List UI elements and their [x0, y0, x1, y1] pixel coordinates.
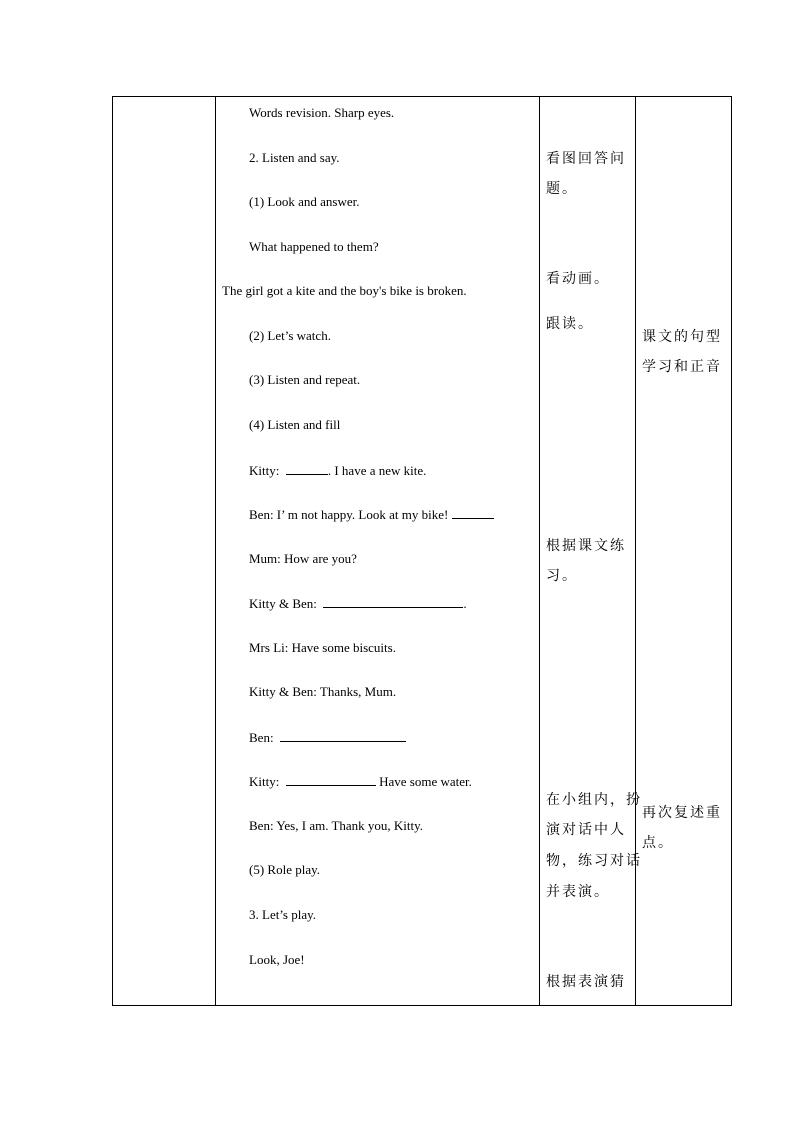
step-line: (1) Look and answer.	[249, 194, 360, 209]
activity-text: 看图回答问	[546, 151, 626, 167]
activity-text: 在小组内，扮	[546, 792, 642, 808]
speaker-label: Ben:	[249, 730, 274, 745]
activity-text: 根据表演猜	[546, 974, 626, 990]
fill-blank	[280, 729, 406, 742]
dialogue-line	[249, 773, 472, 790]
dialogue-text: . I have a new kite.	[327, 463, 427, 478]
step-line: (2) Let’s watch.	[249, 328, 331, 343]
dialogue-line	[249, 506, 494, 523]
stage-cell	[113, 97, 215, 1005]
step-line: 3. Let’s play.	[249, 907, 317, 922]
dialogue-line: Kitty & Ben: Thanks, Mum.	[249, 684, 397, 699]
fill-blank	[286, 462, 328, 475]
student-activity-cell	[540, 97, 642, 1005]
lesson-plan-table	[112, 96, 732, 1006]
activity-text: 并表演。	[546, 884, 610, 900]
step-line: (5) Role play.	[249, 862, 320, 877]
activity-text: 根据课文练	[546, 538, 626, 554]
activity-text: 看动画。	[546, 271, 610, 287]
fill-blank	[286, 773, 376, 786]
teaching-process-cell	[216, 97, 539, 1005]
step-line: (4) Listen and fill	[249, 417, 341, 432]
activity-text: 跟读。	[546, 316, 594, 332]
dialogue-line	[249, 729, 406, 746]
activity-text: 演对话中人	[546, 822, 626, 838]
intent-text: 点。	[642, 835, 674, 851]
activity-text: 物，练习对话	[546, 853, 642, 869]
dialogue-text: .	[463, 596, 467, 611]
intent-text: 课文的句型	[642, 329, 722, 345]
dialogue-line: Mrs Li: Have some biscuits.	[249, 640, 396, 655]
speaker-label: Kitty & Ben:	[249, 596, 317, 611]
fill-blank	[323, 595, 463, 608]
step-line: 2. Listen and say.	[249, 150, 340, 165]
dialogue-line: Ben: Yes, I am. Thank you, Kitty.	[249, 818, 424, 833]
design-intent-cell	[636, 97, 731, 1005]
step-line: The girl got a kite and the boy's bike is broken.	[222, 283, 467, 298]
step-line: Words revision. Sharp eyes.	[249, 105, 395, 120]
intent-text: 再次复述重	[642, 805, 722, 821]
intent-text: 学习和正音	[642, 359, 722, 375]
dialogue-line	[249, 595, 467, 612]
activity-text: 习。	[546, 568, 578, 584]
step-line: (3) Listen and repeat.	[249, 372, 361, 387]
step-line: Look, Joe!	[249, 952, 305, 967]
speaker-label: Kitty:	[249, 774, 280, 789]
step-line: What happened to them?	[249, 239, 379, 254]
fill-blank	[452, 506, 494, 519]
activity-text: 题。	[546, 181, 578, 197]
speaker-label: Kitty:	[249, 463, 280, 478]
dialogue-line: Mum: How are you?	[249, 551, 357, 566]
dialogue-line	[249, 462, 426, 479]
dialogue-text: Have some water.	[379, 774, 472, 789]
dialogue-text: Ben: I’ m not happy. Look at my bike!	[249, 507, 449, 522]
